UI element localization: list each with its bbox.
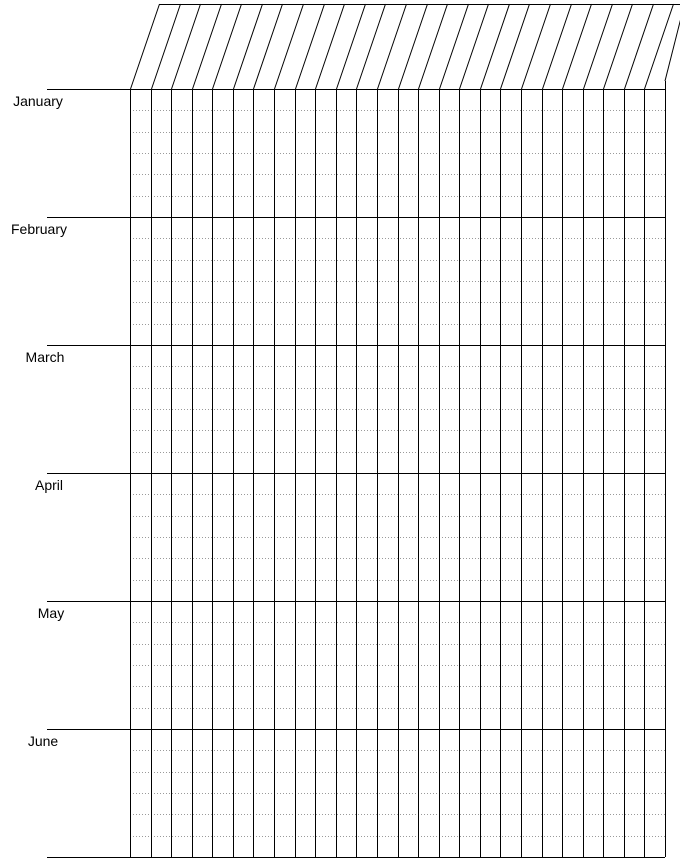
header-slant-line [275, 4, 304, 89]
month-label: April [34, 477, 64, 493]
slanted-header-lines [131, 4, 680, 89]
header-slant-line [378, 4, 407, 89]
month-label: May [37, 605, 65, 621]
header-slant-line [522, 4, 551, 89]
month-label: January [13, 93, 63, 109]
month-label: February [10, 221, 68, 237]
header-slant-line [665, 4, 680, 81]
month-label: June [27, 733, 59, 749]
month-label: March [25, 349, 65, 365]
header-slant-line [131, 4, 160, 89]
